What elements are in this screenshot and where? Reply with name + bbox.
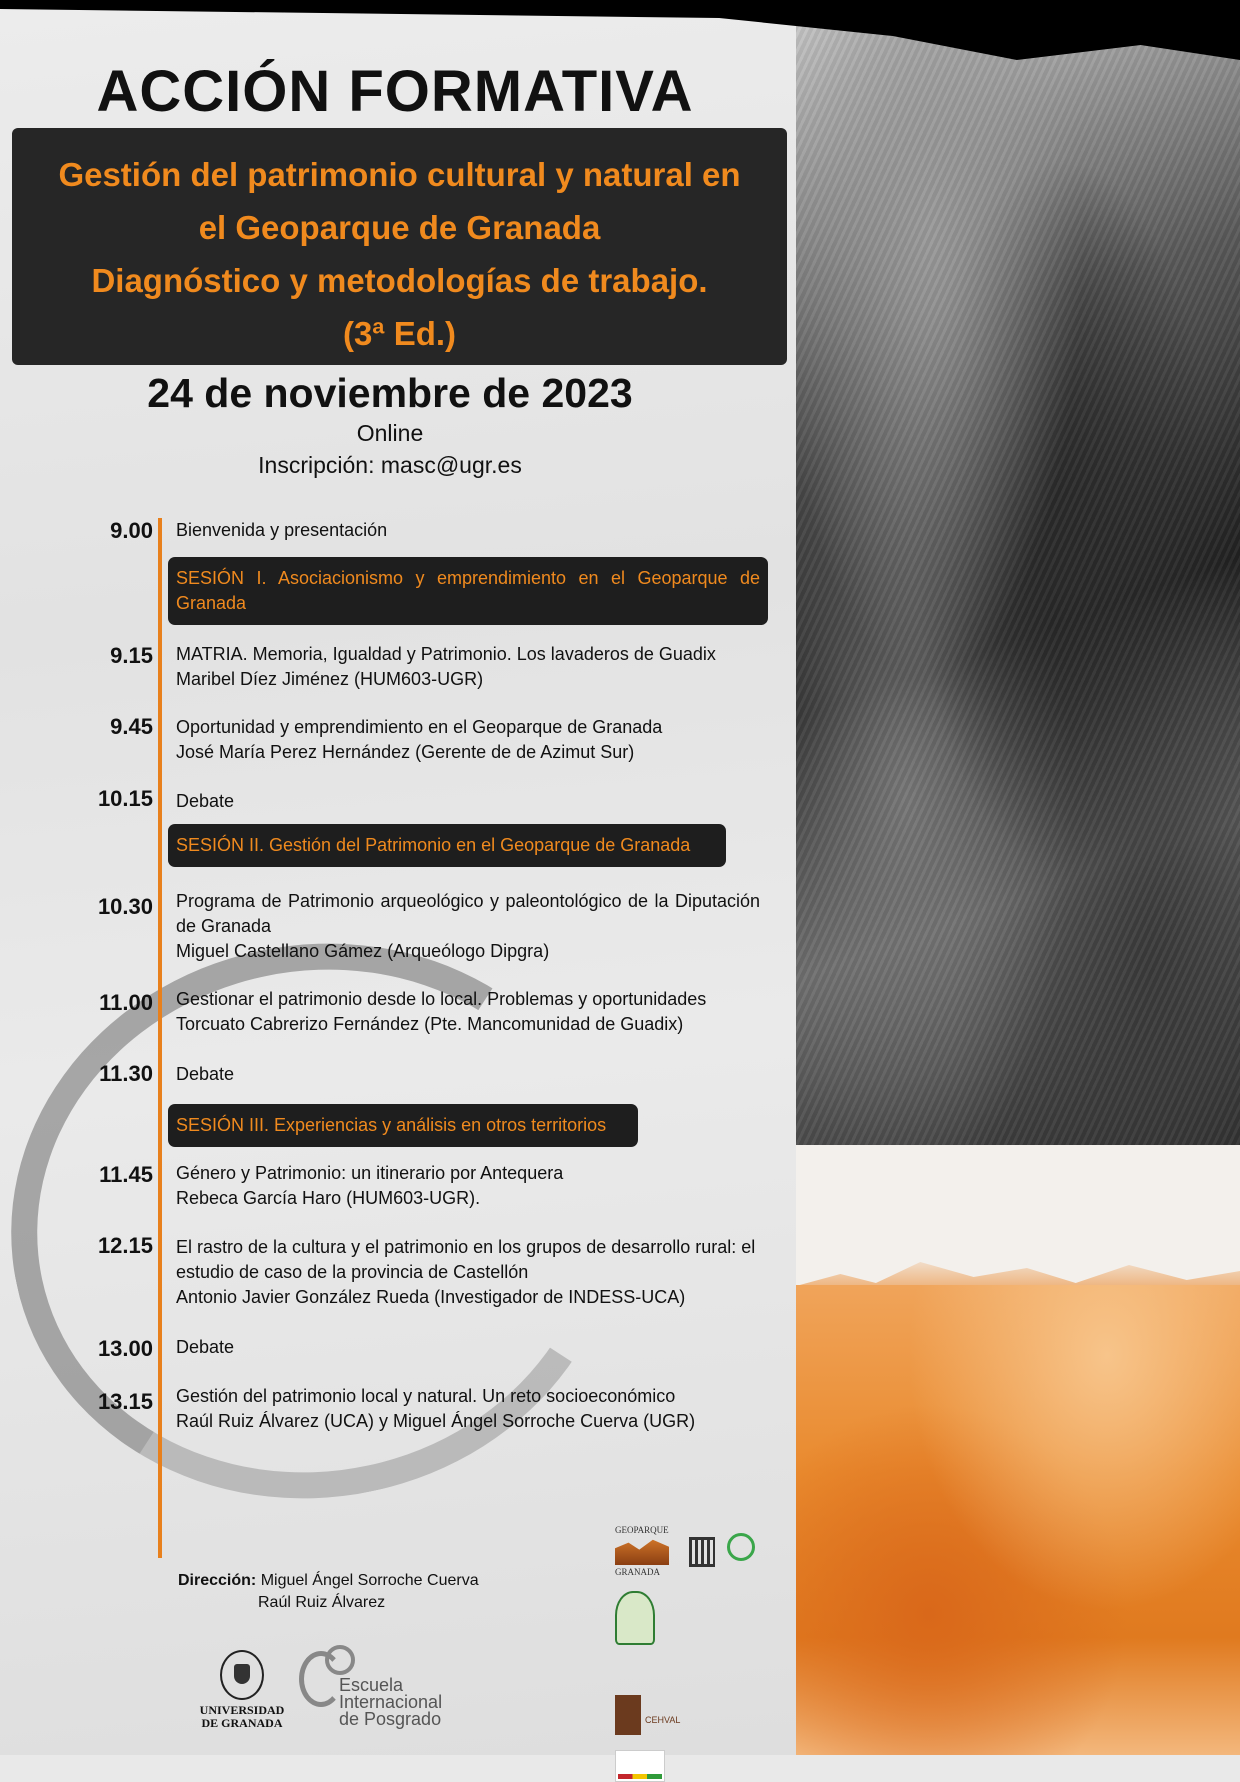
talk-speaker: Raúl Ruiz Álvarez (UCA) y Miguel Ángel Sorroche Cuerva (UGR) [176,1411,696,1431]
talk-speaker: Torcuato Cabrerizo Fernández (Pte. Mancomunidad de Guadix) [176,1014,684,1034]
talk-speaker: Maribel Díez Jiménez (HUM603-UGR) [176,669,484,689]
registration-contact: Inscripción: masc@ugr.es [258,452,522,478]
time-label: 11.45 [99,1162,153,1187]
course-title-line-1: Gestión del patrimonio cultural y natural en [58,156,741,193]
kicker-title: ACCIÓN FORMATIVA [96,59,694,124]
eip-dot-icon [325,1645,355,1675]
landscape-photo-orange [796,1285,1240,1755]
talk-title: Gestionar el patrimonio desde lo local. Problemas y oportunidades [176,989,707,1009]
ugr-crest-icon [220,1650,264,1700]
event-date: 24 de noviembre de 2023 [147,370,633,416]
talk-speaker: Rebeca García Haro (HUM603-UGR). [176,1188,481,1208]
time-label: 11.30 [99,1061,153,1086]
talk-title: El rastro de la cultura y el patrimonio en los grupos de desarrollo rural: el estudio de caso de la provincia de Castellón [176,1237,756,1282]
eip-line-3: de Posgrado [339,1709,442,1729]
direction-label: Dirección: [178,1572,257,1589]
talk-speaker: Antonio Javier González Rueda (Investigador de INDESS-UCA) [176,1287,686,1307]
talk-speaker: Miguel Castellano Gámez (Arqueólogo Dipgra) [176,941,550,961]
debate-label: Debate [176,1064,235,1084]
landscape-photo-bw [796,0,1240,1145]
ugr-logo [196,1650,288,1730]
talk-item [176,1161,760,1211]
course-title-line-3: Diagnóstico y metodologías de trabajo. [91,262,708,299]
ugr-name-line-2: DE GRANADA [201,1716,283,1730]
director-1: Miguel Ángel Sorroche Cuerva [260,1572,479,1589]
talk-item [176,987,760,1037]
talk-title: Género y Patrimonio: un itinerario por Antequera [176,1163,564,1183]
talk-item [176,715,760,765]
unesco-logo-icon [689,1537,715,1567]
time-label: 9.15 [110,643,153,668]
talk-item [176,642,760,692]
course-title-box [12,128,787,365]
direction-block [178,1570,479,1614]
time-label: 10.30 [97,894,153,919]
geoparque-granada-label: GRANADA [615,1567,660,1577]
session-2-banner: SESIÓN II. Gestión del Patrimonio en el Geoparque de Granada [168,824,726,867]
talk-title: Programa de Patrimonio arqueológico y paleontológico de la Diputación de Granada [176,891,760,936]
geoparque-logo-icon [615,1537,669,1565]
talk-speaker: José María Perez Hernández (Gerente de de Azimut Sur) [176,742,635,762]
talk-title: Gestión del patrimonio local y natural. Un reto socioeconómico [176,1386,676,1406]
cehval-label: CEHVAL [645,1715,681,1725]
photo-separator [796,1145,1240,1285]
welcome-title: Bienvenida y presentación [176,520,388,540]
session-1-banner: SESIÓN I. Asociacionismo y emprendimiento en el Geoparque de Granada [168,557,768,625]
geoparque-label: GEOPARQUE [615,1525,669,1535]
time-label: 10.15 [97,786,153,811]
time-label: 11.00 [99,990,153,1015]
eip-logo [295,1645,465,1729]
cehval-logo-icon [615,1695,641,1735]
course-title-line-4: (3ª Ed.) [342,315,457,352]
event-mode: Online [356,420,424,446]
ugr-name-line-1: UNIVERSIDAD [199,1703,285,1717]
talk-title: Oportunidad y emprendimiento en el Geoparque de Granada [176,717,663,737]
geopark-network-icon [727,1533,755,1561]
eip-line-1: Escuela [339,1675,404,1695]
mancomunidad-crest-icon [615,1591,655,1645]
debate-label: Debate [176,791,235,811]
time-label: 9.00 [110,518,153,543]
talk-item [176,1235,766,1310]
director-2: Raúl Ruiz Álvarez [258,1594,386,1611]
timeline-bar [158,518,162,1558]
talk-title: MATRIA. Memoria, Igualdad y Patrimonio. Los lavaderos de Guadix [176,644,716,664]
talk-item [176,889,760,964]
session-3-banner: SESIÓN III. Experiencias y análisis en otros territorios [168,1104,638,1147]
partner-logos [615,1525,765,1725]
eip-line-2: Internacional [339,1692,443,1712]
time-label: 13.15 [97,1389,153,1414]
talk-item [176,1384,760,1434]
eip-name [339,1677,442,1728]
time-label: 13.00 [97,1336,153,1361]
time-label: 9.45 [110,714,153,739]
debate-label: Debate [176,1337,235,1357]
time-label: 12.15 [97,1233,153,1258]
course-title-line-2: el Geoparque de Granada [198,209,601,246]
